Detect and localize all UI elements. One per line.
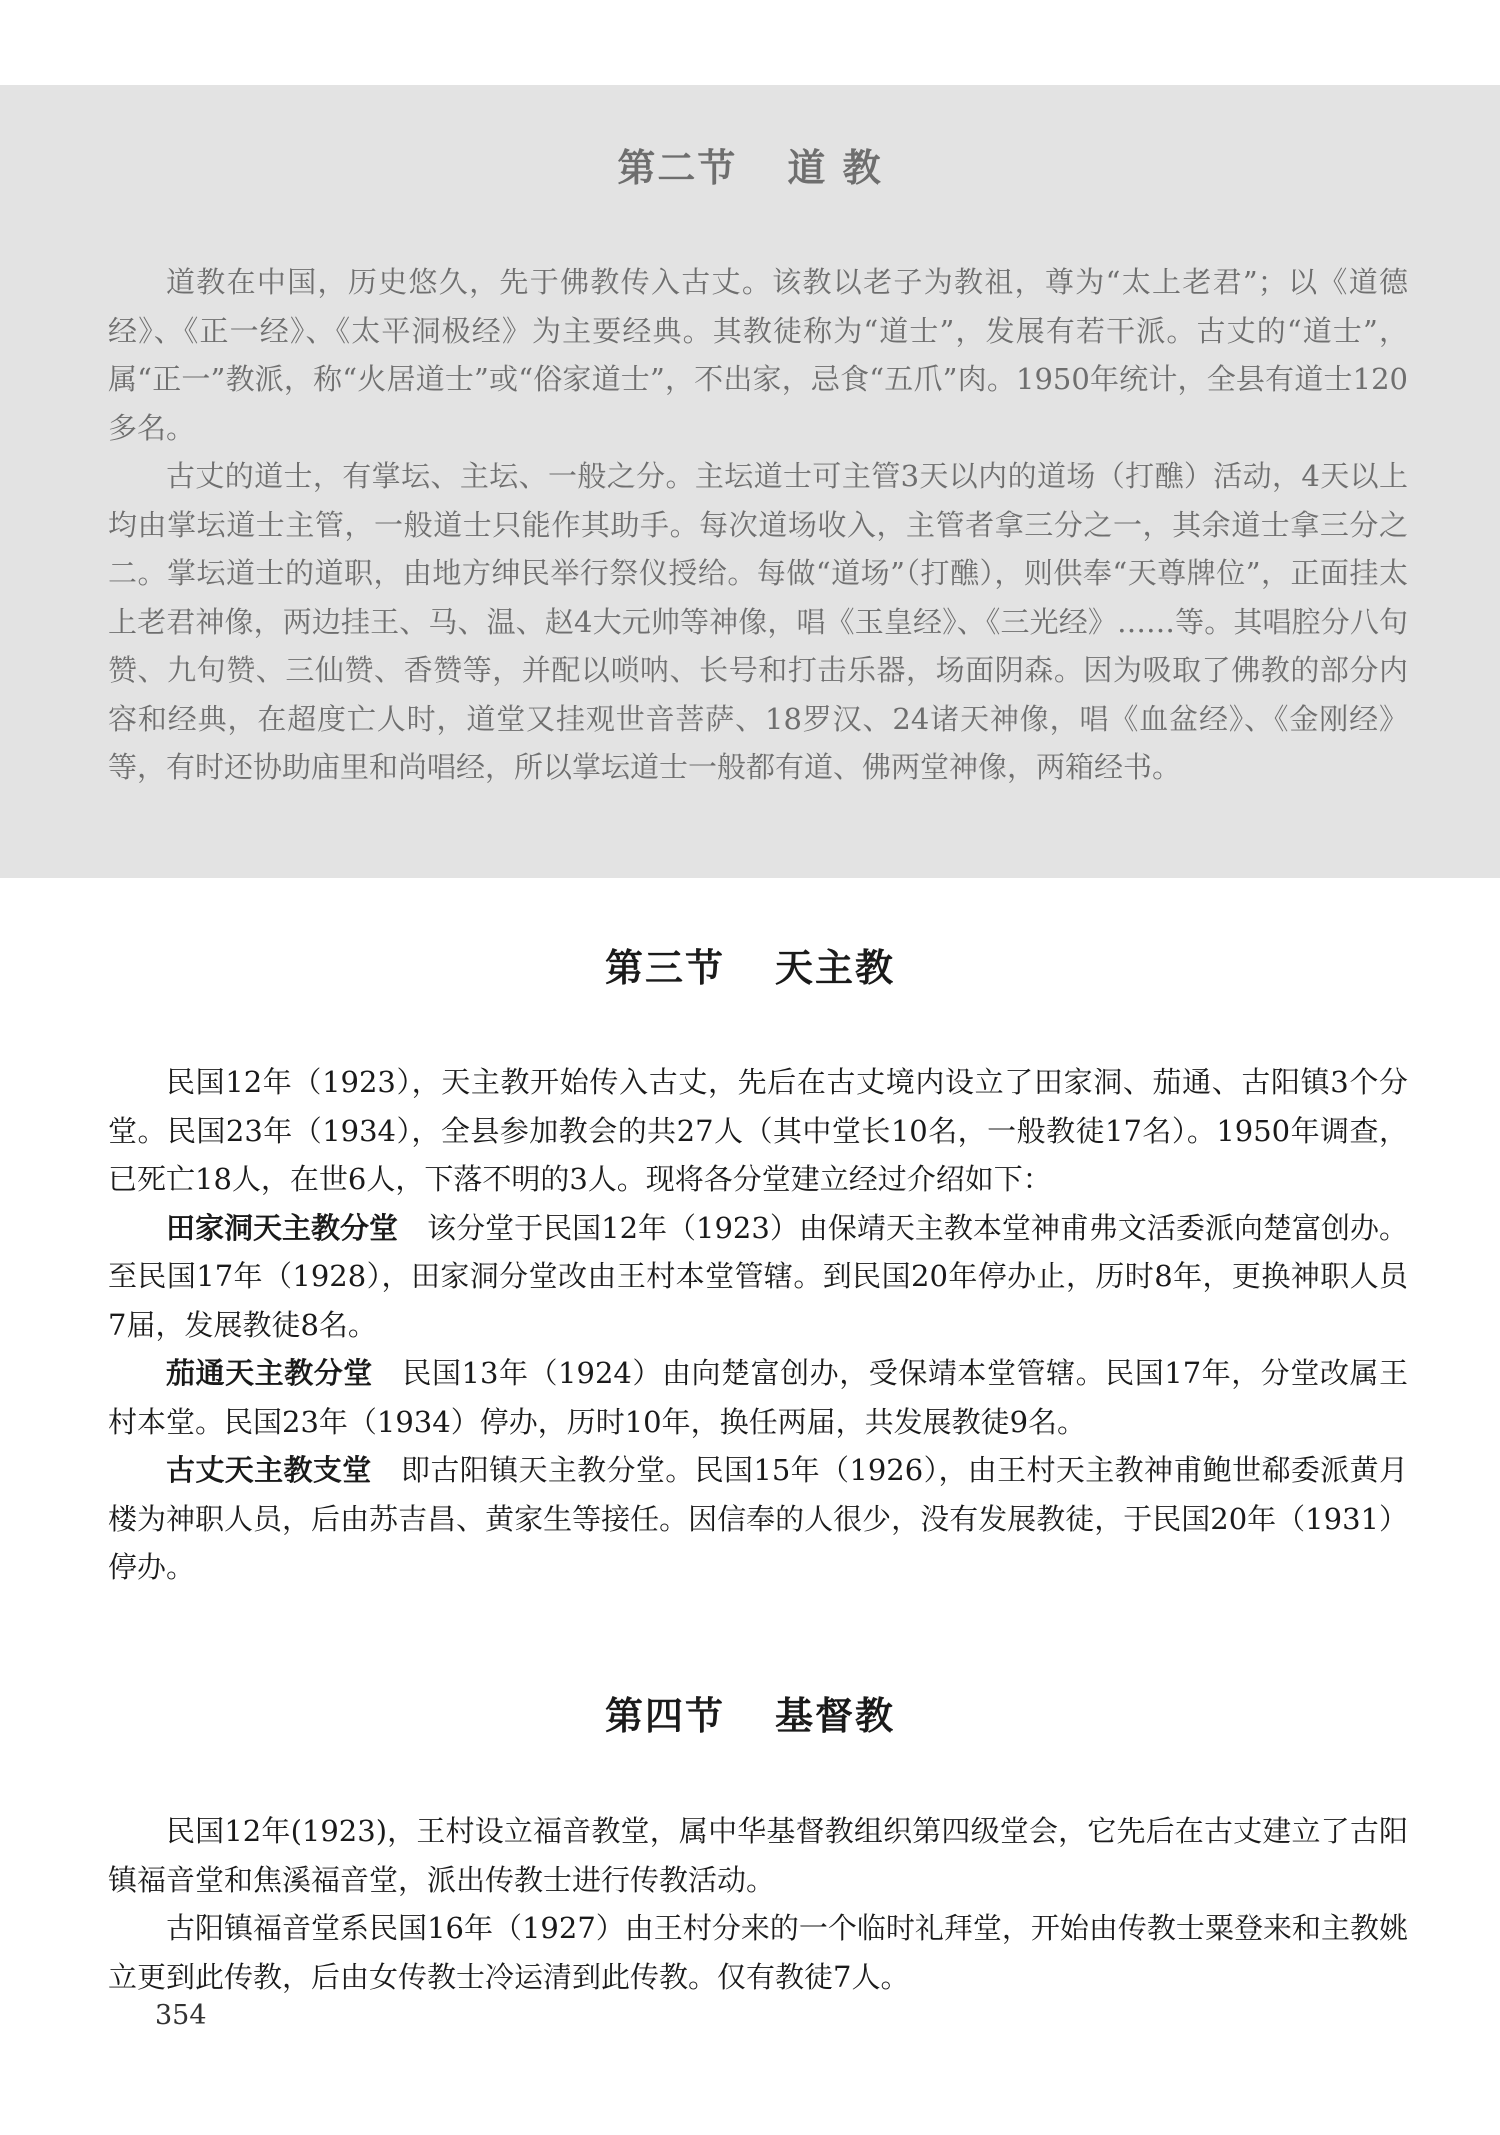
entry-text: 民国13年（1924）由向楚富创办，受保靖本堂管辖。民国17年，分堂改属王村本堂。民国23年（1934）停办，历时10年，换任两届，共发展教徒9名。 bbox=[108, 1356, 1408, 1439]
section3-heading: 第三节 天主教 bbox=[604, 946, 896, 990]
entry-text: 该分堂于民国12年（1923）由保靖天主教本堂神甫弗文活委派向楚富创办。至民国17年（1928），田家洞分堂改由王村本堂管辖。到民国20年停办止，历时8年，更换神职人员7届，发展教徒8名。 bbox=[108, 1210, 1408, 1342]
paragraph: 古丈的道士，有掌坛、主坛、一般之分。主坛道士可主管3天以内的道场（打醮）活动，4天以上均由掌坛道士主管，一般道士只能作其助手。每次道场收入，主管者拿三分之一，其余道士拿三分之二。掌坛道士的道职，由地方绅民举行祭仪授给。每做“道场”（打醮），则供奉“天尊牌位”，正面挂太上老君神像，两边挂王、马、温、赵4大元帅等神像，唱《玉皇经》、《三光经》……等。其唱腔分八句赞、九句赞、三仙赞、香赞等，并配以唢呐、长号和打击乐器，场面阴森。因为吸取了佛教的部分内容和经典，在超度亡人时，道堂又挂观世音菩萨、18罗汉、24诸天神像，唱《血盆经》、《金刚经》等，有时还协助庙里和尚唱经，所以掌坛道士一般都有道、佛两堂神像，两箱经书。 bbox=[108, 459, 1408, 784]
paragraph: 民国12年（1923），天主教开始传入古丈，先后在古丈境内设立了田家洞、茄通、古阳镇3个分堂。民国23年（1934），全县参加教会的共27人（其中堂长10名，一般教徒17名）。1950年调查，已死亡18人，在世6人，下落不明的3人。现将各分堂建立经过介绍如下： bbox=[108, 1065, 1408, 1196]
paragraph: 道教在中国，历史悠久，先于佛教传入古丈。该教以老子为教祖，尊为“太上老君”；以《道德经》、《正一经》、《太平洞极经》为主要经典。其教徒称为“道士”，发展有若干派。古丈的“道士”，属“正一”教派，称“火居道士”或“俗家道士”，不出家，忌食“五爪”肉。1950年统计，全县有道士120多名。 bbox=[108, 265, 1408, 445]
entry-title: 茄通天主教分堂 bbox=[166, 1356, 373, 1390]
entry-title: 田家洞天主教分堂 bbox=[166, 1210, 399, 1245]
entry-text: 即古阳镇天主教分堂。民国15年（1926），由王村天主教神甫鲍世郗委派黄月楼为神职人员，后由苏吉昌、黄家生等接任。因信奉的人很少，没有发展教徒，于民国20年（1931）停办。 bbox=[108, 1453, 1408, 1584]
section4-heading: 第四节 基督教 bbox=[604, 1694, 896, 1738]
paragraph: 古阳镇福音堂系民国16年（1927）由王村分来的一个临时礼拜堂，开始由传教士粟登来和主教姚立更到此传教，后由女传教士冷运清到此传教。仅有教徒7人。 bbox=[108, 1911, 1408, 1994]
section2-body bbox=[108, 258, 1408, 792]
entry-paragraph bbox=[108, 1446, 1408, 1592]
paragraph: 民国12年(1923)，王村设立福音教堂，属中华基督教组织第四级堂会，它先后在古丈建立了古阳镇福音堂和焦溪福音堂，派出传教士进行传教活动。 bbox=[108, 1814, 1408, 1897]
entry-paragraph bbox=[108, 1349, 1408, 1446]
faded-section-block bbox=[0, 85, 1500, 878]
section2-heading: 第二节 道 教 bbox=[617, 146, 883, 190]
section4-body bbox=[108, 1807, 1408, 2001]
entry-paragraph bbox=[108, 1204, 1408, 1350]
page-number: 354 bbox=[155, 2000, 207, 2031]
entry-title: 古丈天主教支堂 bbox=[166, 1453, 372, 1487]
section3-body bbox=[108, 1058, 1408, 1592]
